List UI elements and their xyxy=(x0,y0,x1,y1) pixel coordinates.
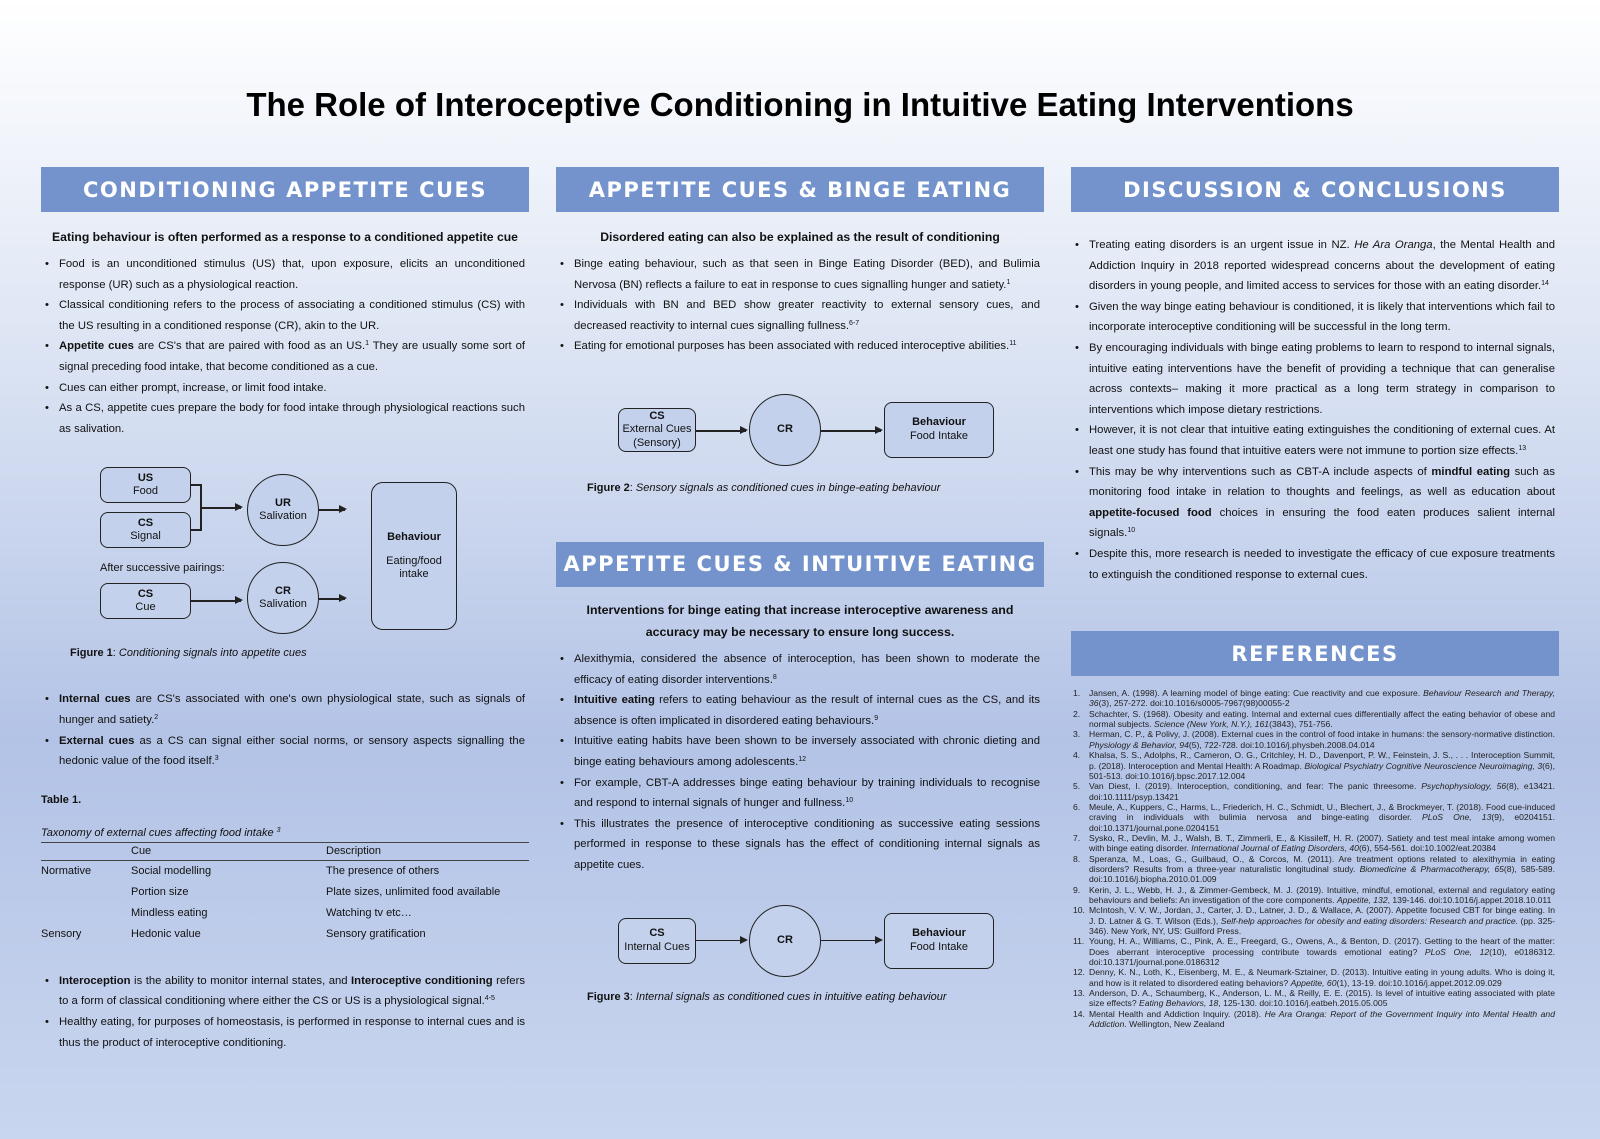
reference-item: 5. Van Diest, I. (2019). Interoception, conditioning, and fear: The panic threesome. Psychophysiology, 56(8), e13421. doi:10.1111/psyp.13421 xyxy=(1073,781,1555,802)
arrow xyxy=(319,598,345,600)
section-heading-intuitive-eating: APPETITE CUES & INTUITIVE EATING xyxy=(556,542,1044,587)
bullet-item: • Intuitive eating refers to eating behaviour as the result of internal cues as the CS, and its absence is often implicated in disordered eating behaviours.$^9$ xyxy=(558,690,1040,731)
arrow xyxy=(191,600,241,602)
column-header: Description xyxy=(326,843,529,861)
figure-1-caption: Figure 1: Conditioning signals into appetite cues xyxy=(70,647,307,660)
reference-item: 9. Kerin, J. L., Webb, H. J., & Zimmer-Gembeck, M. J. (2019). Intuitive, mindful, emotional, external and regulatory eating behaviours and beliefs: An investigation of the core components. Appetite, 132, 139-146. doi:10.1016/j.appet.2018.10.011 xyxy=(1073,884,1555,905)
section-lead: Eating behaviour is often performed as a response to a conditioned appetite cue xyxy=(52,230,518,244)
arrow xyxy=(696,940,746,942)
bullet-item: • Alexithymia, considered the absence of interoception, has been shown to moderate the efficacy of eating disorder interventions.$^8$ xyxy=(558,649,1040,690)
bullet-item: • Given the way binge eating behaviour is conditioned, it is likely that interventions which fail to incorporate interoceptive conditioning will be successful in the long term. xyxy=(1073,297,1555,338)
arrow xyxy=(821,940,881,942)
cs-signal-box: CS Signal xyxy=(100,512,191,548)
table-row: Sensory Hedonic value Sensory gratification xyxy=(41,928,426,941)
bullet-item: • This may be why interventions such as CBT-A include aspects of mindful eating such as monitoring food intake in relation to thoughts and feelings, as well as education about appetite-focused food choices in ensuring the food eaten produces salient internal signals.$^{10}$ xyxy=(1073,462,1555,544)
cs-internal-cues-box: CS Internal Cues xyxy=(618,918,696,964)
section-lead: Interventions for binge eating that increase interoceptive awareness and accuracy may be necessary to ensure long success. xyxy=(586,602,1014,639)
section-heading-conditioning: CONDITIONING APPETITE CUES xyxy=(41,167,529,212)
reference-item: 11. Young, H. A., Williams, C., Pink, A. E., Freegard, G., Owens, A., & Benton, D. (2017). Getting to the heart of the matter: Does aberrant interoceptive processing contribute towards emotional eating? PLoS One, 12(10), e0186312. doi:10.1371/journal.pone.0186312 xyxy=(1073,936,1555,968)
bullet-item: • Eating for emotional purposes has been associated with reduced interoceptive abilities.$^{11}$ xyxy=(558,336,1040,357)
reference-item: 13. Anderson, D. A., Schaumberg, K., Anderson, L. M., & Reilly, E. E. (2015). Is level of intuitive eating associated with plate size effects? Eating Behaviors, 18, 125-130. doi:10.1016/j.eatbeh.2015.05.005 xyxy=(1073,988,1555,1009)
table-header-row xyxy=(41,843,529,861)
bullet-list xyxy=(43,254,525,439)
table-row: Mindless eating Watching tv etc… xyxy=(131,907,412,920)
behaviour-food-intake-box: Behaviour Food Intake xyxy=(884,913,994,969)
bullet-list xyxy=(558,254,1040,357)
column-header: Cue xyxy=(131,843,326,861)
figure-2-caption: Figure 2: Sensory signals as conditioned cues in binge-eating behaviour xyxy=(587,481,941,494)
bullet-item: • Binge eating behaviour, such as that seen in Binge Eating Disorder (BED), and Bulimia Nervosa (BN) reflects a failure to eat in response to cues signalling hunger and satiety.$^1$ xyxy=(558,254,1040,295)
reference-item: 4. Khalsa, S. S., Adolphs, R., Cameron, O. G., Critchley, H. D., Davenport, P. W., Feinstein, J. S., . . . Interoception Summit, p. (2018). Interoception and Mental Health: A Roadmap. Biological Psychiatry Cognitive Neuroscience Neuroimaging, 3(6), 501-513. doi:10.1016/j.bpsc.2017.12.004 xyxy=(1073,750,1555,781)
cr-node: CR xyxy=(749,394,821,466)
bullet-item: • Individuals with BN and BED show greater reactivity to external sensory cues, and decreased reactivity to internal cues signalling fullness.$^{6-7}$ xyxy=(558,295,1040,336)
section-heading-binge-eating: APPETITE CUES & BINGE EATING xyxy=(556,167,1044,212)
reference-item: 7. Sysko, R., Devlin, M. J., Walsh, B. T., Zimmerli, E., & Kissileff, H. R. (2007). Satiety and test meal intake among women with binge eating disorder. International Journal of Eating Disorders, 40(6), 554-561. doi:10.1002/eat.20384 xyxy=(1073,832,1555,854)
bullet-list xyxy=(43,689,525,771)
cr-node: CR xyxy=(749,905,821,977)
ur-salivation-node: UR Salivation xyxy=(247,474,319,546)
table-row: Portion size Plate sizes, unlimited food available xyxy=(131,886,501,899)
column-conditioning xyxy=(41,167,529,1053)
bullet-item: • Interoception is the ability to monitor internal states, and Interoceptive conditioning refers to a form of classical conditioning where either the CS or US is a physiological signal.$^{4-5}$ xyxy=(43,971,525,1012)
bullet-item: • As a CS, appetite cues prepare the body for food intake through physiological reactions such as salivation. xyxy=(43,398,525,439)
bullet-list xyxy=(1073,235,1555,585)
arrow xyxy=(201,507,241,509)
figure-3-caption: Figure 3: Internal signals as conditioned cues in intuitive eating behaviour xyxy=(587,990,947,1003)
bullet-item: • Despite this, more research is needed to investigate the efficacy of cue exposure treatments to extinguish the conditioned response to external cues. xyxy=(1073,544,1555,585)
bullet-item: • Food is an unconditioned stimulus (US) that, upon exposure, elicits an unconditioned response (UR) such as a physiological reaction. xyxy=(43,254,525,295)
arrow xyxy=(821,430,881,432)
table-row: Normative Social modelling The presence of others xyxy=(41,865,440,878)
external-cues-table xyxy=(41,843,529,945)
us-food-box: US Food xyxy=(100,467,191,503)
arrow xyxy=(319,509,345,511)
bullet-list xyxy=(43,971,525,1053)
after-pairings-label: After successive pairings: xyxy=(100,562,225,575)
reference-list xyxy=(1073,688,1555,1029)
table-caption: Taxonomy of external cues affecting food intake $^3$ xyxy=(41,827,529,843)
reference-item: 3. Herman, C. P., & Polivy, J. (2008). External cues in the control of food intake in humans: the sensory-normative distinction. Physiology & Behavior, 94(5), 722-728. doi:10.1016/j.physbeh.2008.04.014 xyxy=(1073,729,1555,750)
reference-item: 1. Jansen, A. (1998). A learning model of binge eating: Cue reactivity and cue exposure. Behaviour Research and Therapy, 36(3), 257-272. doi:10.1016/s0005-7967(98)00055-2 xyxy=(1073,688,1555,709)
reference-item: 6. Meule, A., Kuppers, C., Harms, L., Friederich, H. C., Schmidt, U., Blechert, J., & Brockmeyer, T. (2018). Food cue-induced craving in individuals with bulimia nervosa and binge-eating disorder. PLoS One, 13(9), e0204151. doi:10.1371/journal.pone.0204151 xyxy=(1073,801,1555,833)
poster-title: The Role of Interoceptive Conditioning in Intuitive Eating Interventions xyxy=(246,86,1354,123)
bullet-item: • Classical conditioning refers to the process of associating a conditioned stimulus (CS) with the US resulting in a conditioned response (CR), akin to the UR. xyxy=(43,295,525,336)
bullet-list xyxy=(558,649,1040,876)
bullet-item: • Intuitive eating habits have been shown to be inversely associated with chronic dieting and binge eating behaviours among adolescents.$^{12}$ xyxy=(558,731,1040,772)
bullet-item: • Cues can either prompt, increase, or limit food intake. xyxy=(43,378,525,399)
arrow xyxy=(696,430,746,432)
column-discussion xyxy=(1071,167,1559,1029)
bullet-item: • This illustrates the presence of interoceptive conditioning as successive eating sessions performed in response to these signals has the effect of conditioning internal signals as appetite cues. xyxy=(558,814,1040,876)
cr-salivation-node: CR Salivation xyxy=(247,562,319,634)
reference-item: 8. Speranza, M., Loas, G., Guilbaud, O., & Corcos, M. (2011). Are treatment options related to alexithymia in eating disorders? Results from a three-year naturalistic longitudinal study. Biomedicine & Pharmacotherapy, 65(8), 585-589. doi:10.1016/j.biopha.2010.01.009 xyxy=(1073,853,1555,885)
reference-item: 10. McIntosh, V. V. W., Jordan, J., Carter, J. D., Latner, J. D., & Wallace, A. (2007). Appetite focused CBT for binge eating. In J. D. Latner & G. T. Wilson (Eds.), Self-help approaches for obesity and eating disorders: Research and practice. (pp. 325-346). New York, NY, US: Guilford Press. xyxy=(1073,905,1555,936)
reference-item: 12. Denny, K. N., Loth, K., Eisenberg, M. E., & Neumark-Sztainer, D. (2013). Intuitive eating in young adults. Who is doing it, and how is it related to disordered eating behaviors? Appetite, 60(1), 13-19. doi:10.1016/j.appet.2012.09.029 xyxy=(1073,967,1555,988)
section-heading-discussion: DISCUSSION & CONCLUSIONS xyxy=(1071,167,1559,212)
bullet-item: • For example, CBT-A addresses binge eating behaviour by training individuals to recognise and respond to internal signals of hunger and fullness.$^{10}$ xyxy=(558,773,1040,814)
bullet-item: • However, it is not clear that intuitive eating extinguishes the conditioning of external cues. At least one study has found that intuitive eaters were not immune to portion size effects.$^{13}$ xyxy=(1073,420,1555,461)
section-heading-references: REFERENCES xyxy=(1071,631,1559,676)
bullet-item: • External cues as a CS can signal either social norms, or sensory aspects signalling the hedonic value of the food itself.$^3$ xyxy=(43,731,525,772)
reference-item: 2. Schachter, S. (1968). Obesity and eating. Internal and external cues differentially affect the eating behavior of obese and normal subjects. Science (New York, N.Y.), 161(3843), 751-756. xyxy=(1073,708,1555,730)
behaviour-box: Behaviour Eating/food intake xyxy=(371,482,457,630)
behaviour-food-intake-box: Behaviour Food Intake xyxy=(884,402,994,458)
bullet-item: • By encouraging individuals with binge eating problems to learn to respond to internal signals, intuitive eating interventions have the benefit of providing a technique that can generalise across contexts– making it more practical as a long term strategy in comparison to interventions which impose dietary restrictions. xyxy=(1073,338,1555,420)
figure-1 xyxy=(41,467,529,647)
bullet-item: • Healthy eating, for purposes of homeostasis, is performed in response to internal cues and is thus the product of interoceptive conditioning. xyxy=(43,1012,525,1053)
bullet-item: • Appetite cues are CS's that are paired with food as an US.$^1$ They are usually some sort of signal preceding food intake, that become conditioned as a cue. xyxy=(43,336,525,377)
cs-external-cues-box: CS External Cues (Sensory) xyxy=(618,408,696,452)
figure-2 xyxy=(556,397,1044,482)
reference-item: 14. Mental Health and Addiction Inquiry. (2018). He Ara Oranga: Report of the Government Inquiry into Mental Health and Addiction. Wellington, New Zealand xyxy=(1073,1008,1555,1030)
figure-3 xyxy=(556,906,1044,991)
column-binge-eating xyxy=(556,167,1044,1003)
section-lead: Disordered eating can also be explained as the result of conditioning xyxy=(600,230,1000,244)
table-title: Table 1. xyxy=(41,793,82,806)
bullet-item: • Internal cues are CS's associated with one's own physiological state, such as signals of hunger and satiety.$^2$ xyxy=(43,689,525,730)
bullet-item: • Treating eating disorders is an urgent issue in NZ. He Ara Oranga, the Mental Health and Addiction Inquiry in 2018 reported widespread concerns about the development of eating disorders in young people, and limited access to services for those with an eating disorder.$^{14}$ xyxy=(1073,235,1555,297)
cs-cue-box: CS Cue xyxy=(100,583,191,619)
